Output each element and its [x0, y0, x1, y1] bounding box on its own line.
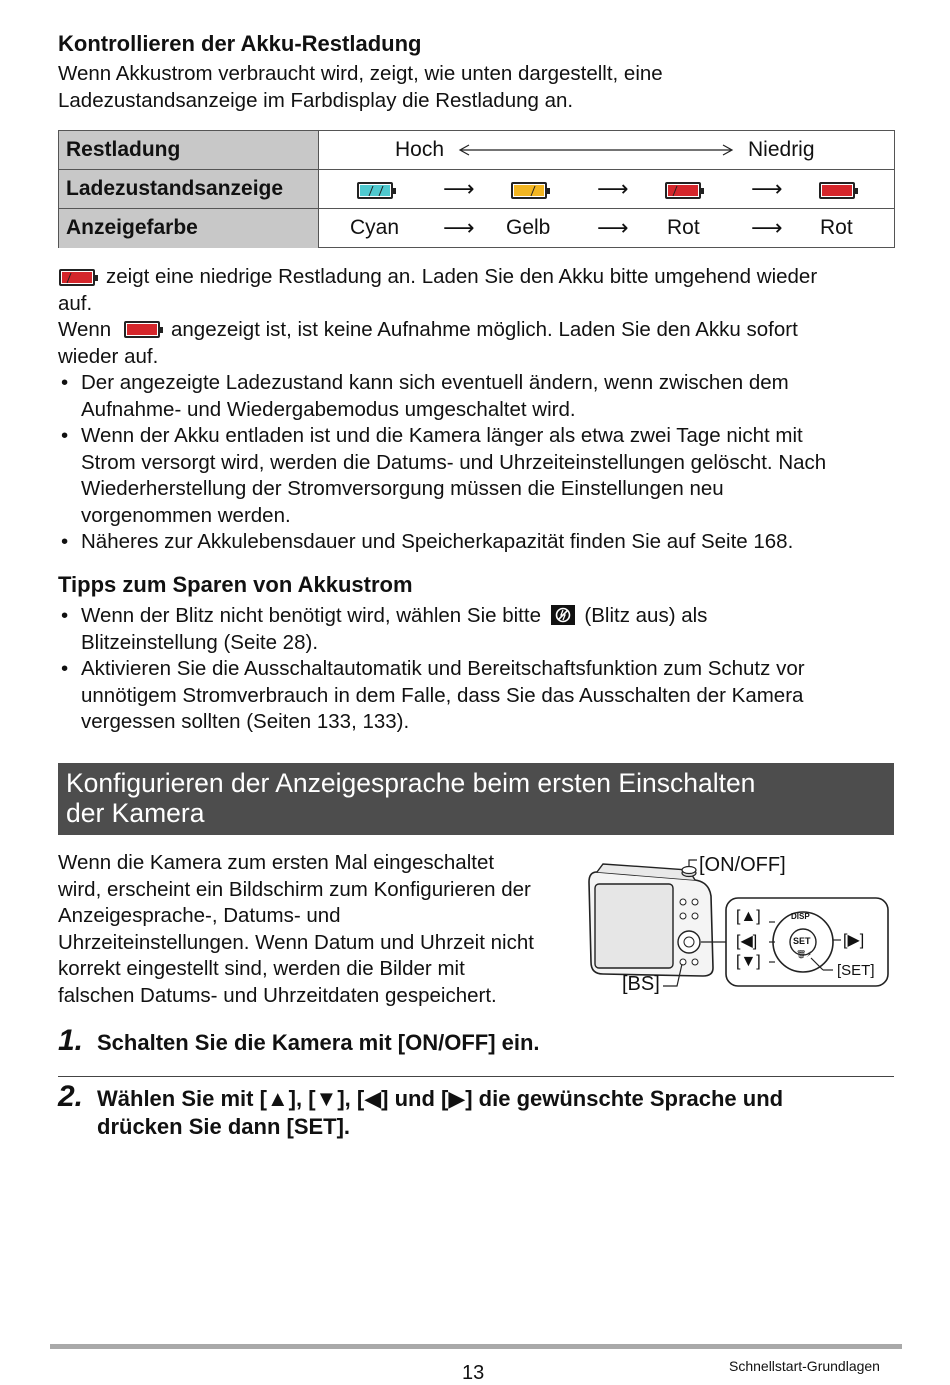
list-item	[58, 423, 826, 529]
low-note-line1: zeigt eine niedrige Restladung an. Laden Sie den Akku bitte umgehend wieder	[106, 265, 818, 288]
row-header-ladezustandsanzeige: Ladezustandsanzeige	[59, 170, 319, 208]
arrow-right-icon: ⟶	[751, 176, 783, 201]
body-line: Anzeigesprache-, Datums- und	[58, 904, 341, 927]
battery-empty-icon	[124, 321, 160, 338]
list-item	[58, 603, 805, 656]
section-title-bar	[58, 763, 894, 835]
empty-note-line2: wieder auf.	[58, 345, 159, 368]
bullet-text: vorgenommen werden.	[81, 503, 291, 527]
table-row-ladezustandsanzeige	[59, 170, 894, 209]
bullet-text: unnötigem Stromverbrauch in dem Falle, dass Sie das Ausschalten der Kamera	[81, 683, 804, 707]
page-number: 13	[462, 1362, 485, 1384]
right-label: [▶]	[843, 932, 865, 949]
label-low: Niedrig	[748, 138, 815, 161]
bullet-text: • Näheres zur Akkulebensdauer und Speicherkapazität finden Sie auf Seite 168.	[81, 530, 794, 553]
arrow-right-icon: ⟶	[597, 176, 629, 201]
battery-low-icon	[665, 182, 701, 199]
footer-rule	[50, 1344, 902, 1349]
color-yellow: Gelb	[506, 216, 551, 239]
empty-note-line1: angezeigt ist, ist keine Aufnahme möglich. Laden Sie den Akku sofort	[171, 318, 798, 341]
battery-empty-icon	[819, 182, 855, 199]
tips-heading: Tipps zum Sparen von Akkustrom	[58, 572, 413, 597]
svg-text:🗑⚡: 🗑⚡	[796, 950, 812, 959]
battery-full-icon	[357, 182, 393, 199]
body-line: korrekt eingestellt sind, werden die Bilder mit	[58, 957, 465, 980]
chapter-label: Schnellstart-Grundlagen	[729, 1358, 880, 1374]
disp-label: DISP	[791, 912, 810, 921]
up-label: [▲]	[736, 908, 761, 925]
section-title-line1: Konfigurieren der Anzeigesprache beim ersten Einschalten	[66, 768, 756, 798]
bullet-text: (Blitz aus) als	[584, 604, 708, 627]
on-off-label: [ON/OFF]	[699, 854, 786, 876]
step-2-text	[97, 1085, 783, 1141]
step-2-line1: Wählen Sie mit [▲], [▼], [◀] und [▶] die gewünschte Sprache und	[97, 1086, 784, 1111]
battery-level-table	[58, 130, 895, 248]
bullet-text: Blitzeinstellung (Seite 28).	[81, 630, 319, 654]
bullet-text: Aufnahme- und Wiedergabemodus umgeschaltet wird.	[81, 397, 576, 421]
color-red-empty: Rot	[820, 216, 853, 239]
step-divider	[58, 1076, 894, 1077]
low-note-line2: auf.	[58, 292, 93, 315]
language-intro	[58, 850, 534, 1009]
empty-note-prefix: Wenn	[58, 318, 112, 341]
arrow-right-icon: ⟶	[751, 215, 783, 240]
bullet-text: Wenn der Blitz nicht benötigt wird, wählen Sie bitte	[81, 604, 541, 627]
battery-low-icon	[59, 269, 95, 286]
list-item	[58, 656, 805, 736]
row-header-anzeigefarbe: Anzeigefarbe	[59, 209, 319, 248]
left-label: [◀]	[736, 933, 758, 950]
step-1-number: 1.	[58, 1024, 84, 1057]
battery-intro-line2: Ladezustandsanzeige im Farbdisplay die Restladung an.	[58, 89, 574, 112]
flash-off-icon	[551, 605, 575, 625]
bullet-text: • Wenn der Akku entladen ist und die Kamera länger als etwa zwei Tage nicht mit	[81, 424, 803, 447]
step-2-number: 2.	[58, 1080, 84, 1113]
body-line: wird, erscheint ein Bildschirm zum Konfigurieren der	[58, 877, 531, 901]
battery-medium-icon	[511, 182, 547, 199]
bullet-text: vergessen sollten (Seiten 133, 133).	[81, 710, 410, 733]
list-item	[58, 529, 826, 556]
body-line: Wenn die Kamera zum ersten Mal eingeschaltet	[58, 851, 495, 874]
step-2-line2: drücken Sie dann [SET].	[97, 1114, 351, 1139]
list-item	[58, 370, 826, 423]
bullet-text: • Aktivieren Sie die Ausschaltautomatik und Bereitschaftsfunktion zum Schutz vor	[81, 657, 805, 680]
down-label: [▼]	[736, 953, 761, 970]
set-button-label: SET	[793, 936, 811, 946]
body-line: Uhrzeiteinstellungen. Wenn Datum und Uhrzeit nicht	[58, 930, 534, 954]
battery-heading: Kontrollieren der Akku-Restladung	[58, 31, 422, 56]
arrow-right-icon: ⟶	[597, 215, 629, 240]
set-label: [SET]	[837, 962, 875, 979]
color-cyan: Cyan	[350, 216, 400, 239]
color-red: Rot	[667, 216, 700, 239]
section-title-line2: der Kamera	[66, 798, 205, 828]
row-header-restladung: Restladung	[59, 131, 319, 169]
step-1-text: Schalten Sie die Kamera mit [ON/OFF] ein.	[97, 1030, 540, 1055]
battery-intro-line1: Wenn Akkustrom verbraucht wird, zeigt, wie unten dargestellt, eine	[58, 62, 663, 85]
bullet-text: Wiederherstellung der Stromversorgung müssen die Einstellungen neu	[81, 477, 724, 500]
bullet-text: Strom versorgt wird, werden die Datums- und Uhrzeiteinstellungen gelöscht. Nach	[81, 450, 827, 474]
label-high: Hoch	[395, 138, 445, 161]
bs-label: [BS]	[622, 973, 660, 995]
tips-bullet-list	[58, 603, 805, 736]
table-row-anzeigefarbe	[59, 209, 894, 248]
arrow-right-icon: ⟶	[443, 215, 475, 240]
camera-figure	[585, 850, 895, 1000]
bullet-text: • Der angezeigte Ladezustand kann sich eventuell ändern, wenn zwischen dem	[81, 371, 789, 394]
body-line: falschen Datums- und Uhrzeitdaten gespeichert.	[58, 983, 497, 1007]
table-row-restladung	[59, 131, 894, 170]
arrow-right-icon: ⟶	[443, 176, 475, 201]
battery-bullet-list	[58, 370, 826, 556]
high-low-double-arrow	[457, 142, 735, 158]
